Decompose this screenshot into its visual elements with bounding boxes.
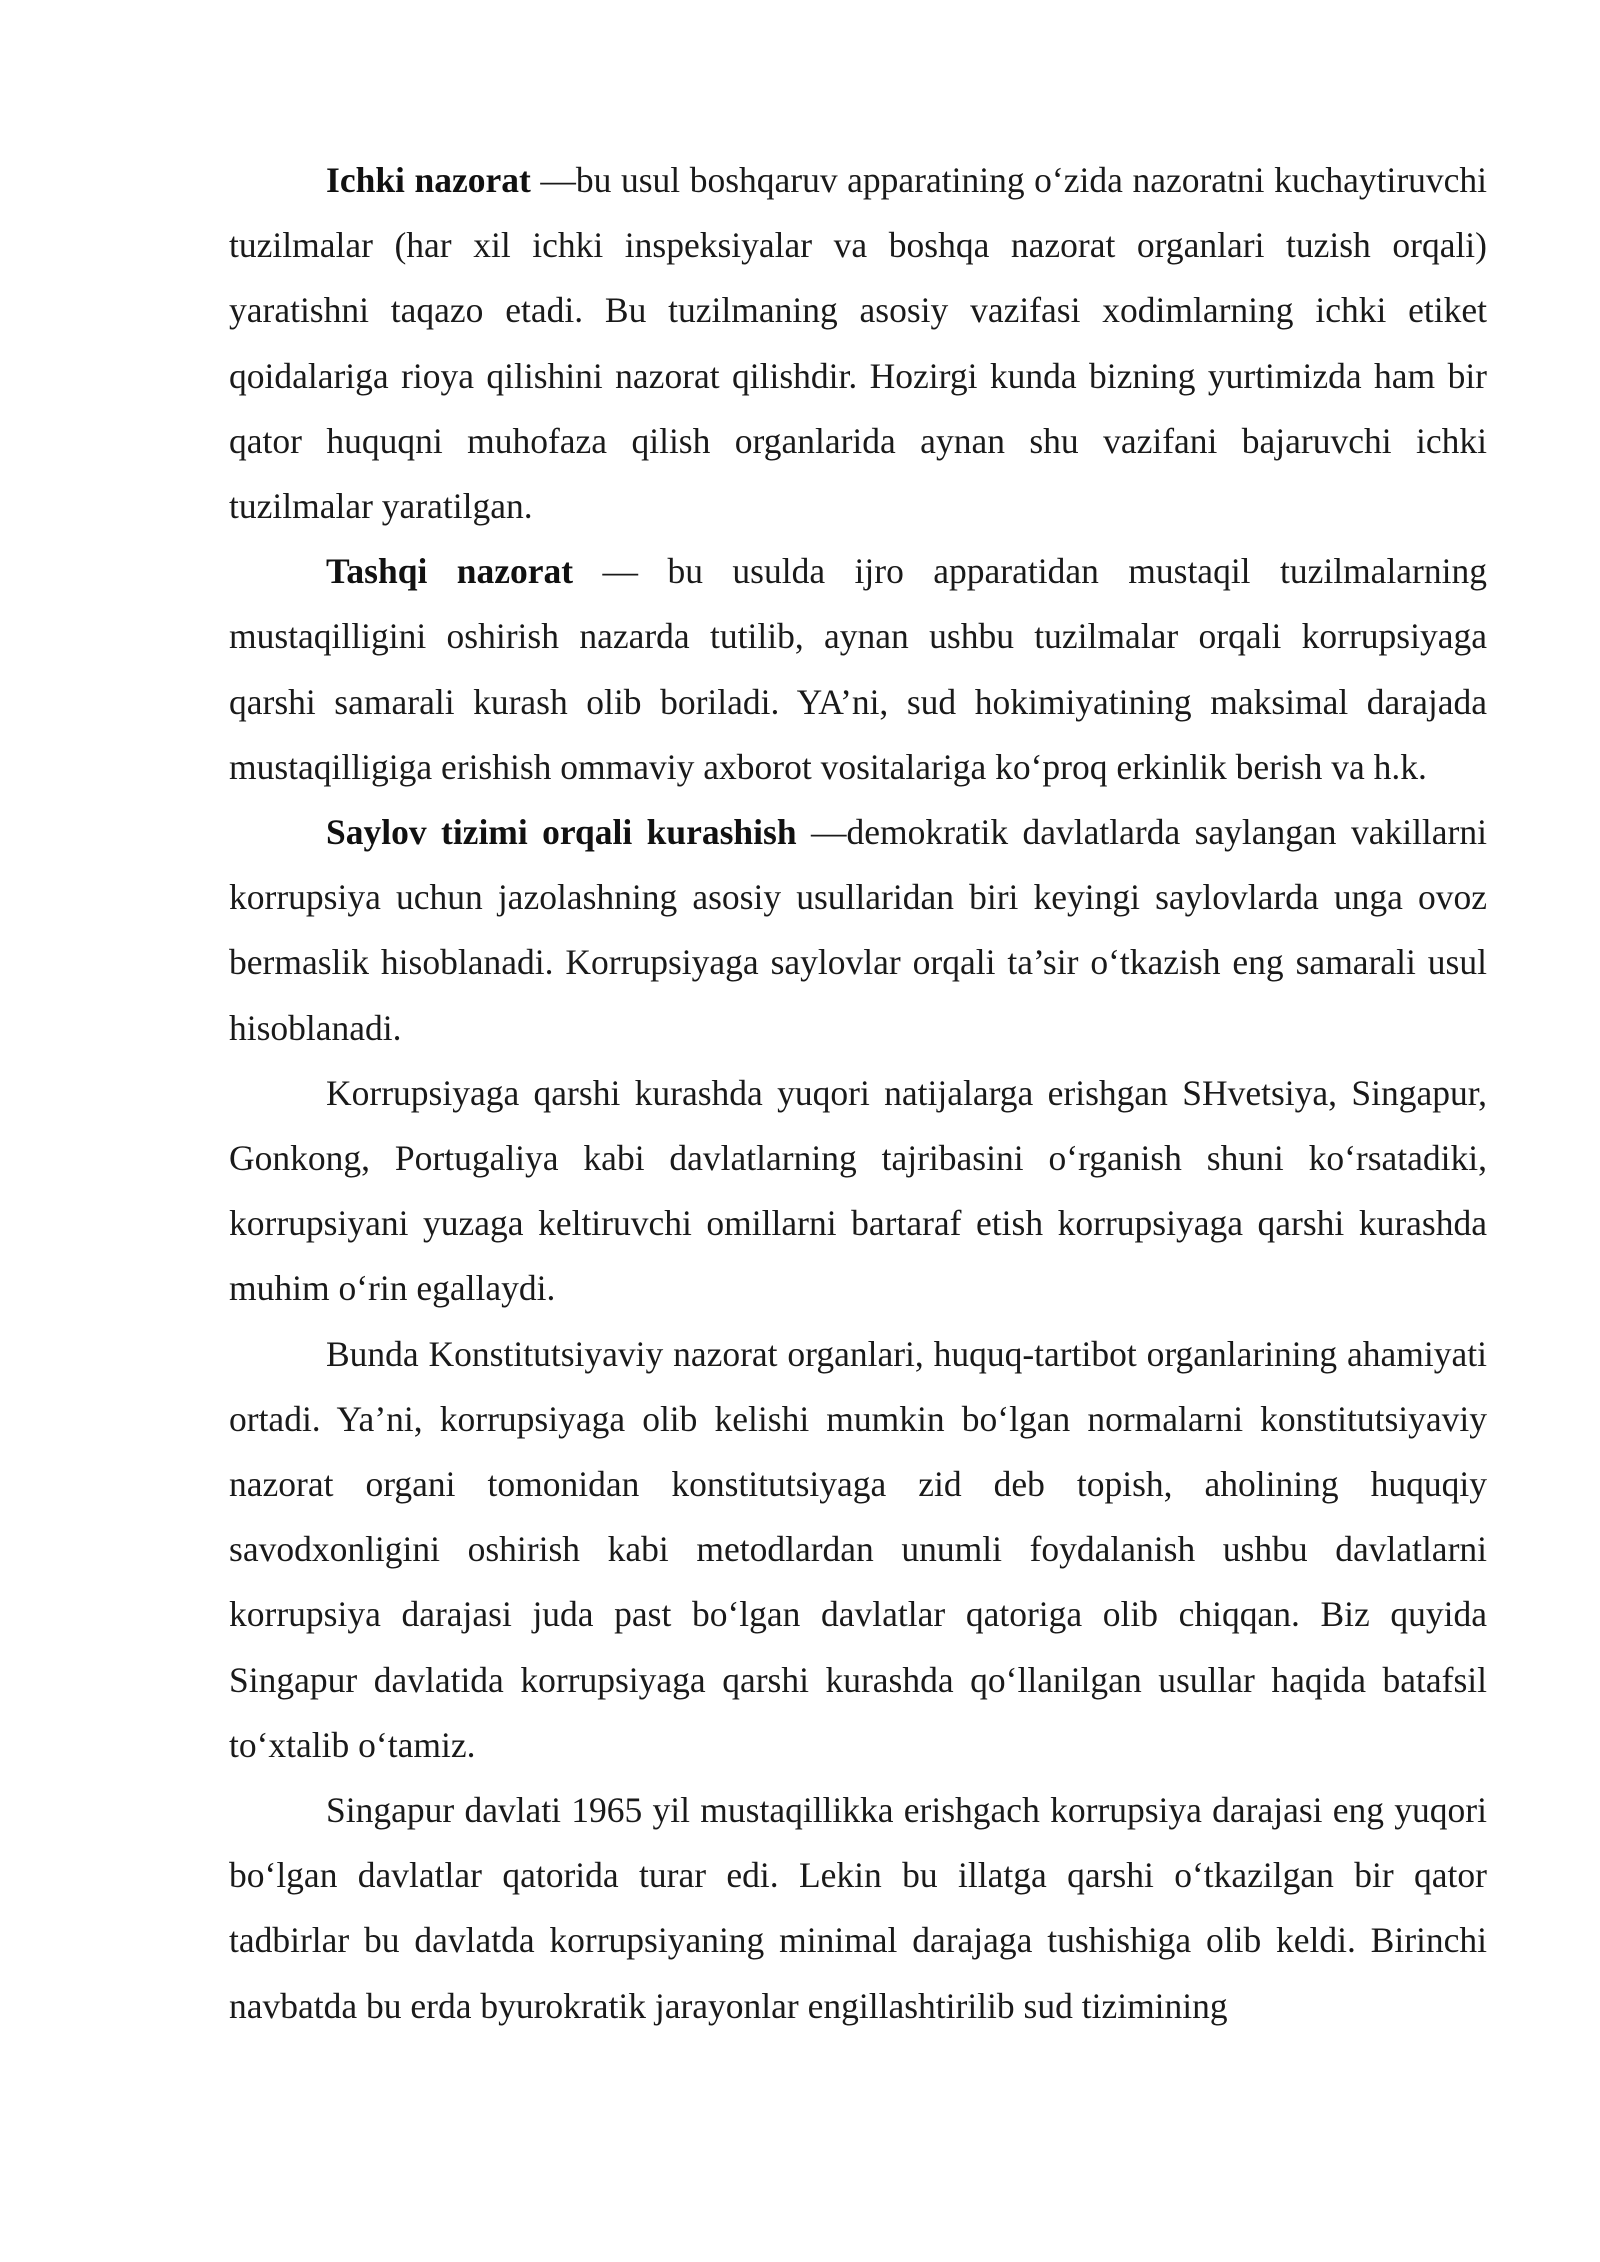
paragraph-text: — bu usulda ijro apparatidan mustaqil tuzilmalarning mustaqilligini oshirish nazarda tutilib, aynan ushbu tuzilmalar orqali korrupsiyaga qarshi samarali kurash olib boriladi. YA’ni, sud hokimiyatining maksimal darajada mustaqilligiga erishish ommaviy axborot vositalariga ko‘proq erkinlik berish va h.k. [229,551,1487,787]
term-tashqi-nazorat: Tashqi nazorat [326,551,574,592]
paragraph-singapur [229,1778,1487,2039]
paragraph-saylov-tizimi [229,800,1487,1061]
paragraph-text: —demokratik davlatlarda saylangan vakillarni korrupsiya uchun jazolashning asosiy usullaridan biri keyingi saylovlarda unga ovoz bermaslik hisoblanadi. Korrupsiyaga saylovlar orqali ta’sir o‘tkazish eng samarali usul hisoblanadi. [229,812,1487,1048]
paragraph-ichki-nazorat [229,148,1487,539]
document-body [229,148,1487,2039]
paragraph-text: Bunda Konstitutsiyaviy nazorat organlari, huquq-tartibot organlarining ahamiyati ortadi. Ya’ni, korrupsiyaga olib kelishi mumkin bo‘lgan normalarni konstitutsiyaviy nazorat organi tomonidan konstitutsiyaga zid deb topish, aholining huquqiy savodxonligini oshirish kabi metodlardan unumli foydalanish ushbu davlatlarni korrupsiya darajasi juda past bo‘lgan davlatlar qatoriga olib chiqqan. Biz quyida Singapur davlatida korrupsiyaga qarshi kurashda qo‘llanilgan usullar haqida batafsil to‘xtalib o‘tamiz. [229,1333,1487,1765]
paragraph-text: Singapur davlati 1965 yil mustaqillikka erishgach korrupsiya darajasi eng yuqori bo‘lgan davlatlar qatorida turar edi. Lekin bu illatga qarshi o‘tkazilgan bir qator tadbirlar bu davlatda korrupsiyaning minimal darajaga tushishiga olib keldi. Birinchi navbatda bu erda byurokratik jarayonlar engillashtirilib sud tizimining [229,1790,1487,2026]
paragraph-foreign-experience [229,1061,1487,1322]
paragraph-constitutional-control [229,1322,1487,1778]
term-saylov-tizimi: Saylov tizimi orqali kurashish [326,812,797,853]
paragraph-tashqi-nazorat [229,539,1487,800]
paragraph-text: —bu usul boshqaruv apparatining o‘zida nazoratni kuchaytiruvchi tuzilmalar (har xil ichki inspeksiyalar va boshqa nazorat organlari tuzish orqali) yaratishni taqazo etadi. Bu tuzilmaning asosiy vazifasi xodimlarning ichki etiket qoidalariga rioya qilishini nazorat qilishdir. Hozirgi kunda bizning yurtimizda ham bir qator huquqni muhofaza qilish organlarida aynan shu vazifani bajaruvchi ichki tuzilmalar yaratilgan. [229,160,1488,527]
paragraph-text: Korrupsiyaga qarshi kurashda yuqori natijalarga erishgan SHvetsiya, Singapur, Gonkong, Portugaliya kabi davlatlarning tajribasini o‘rganish shuni ko‘rsatadiki, korrupsiyani yuzaga keltiruvchi omillarni bartaraf etish korrupsiyaga qarshi kurashda muhim o‘rin egallaydi. [229,1072,1487,1309]
term-ichki-nazorat: Ichki nazorat [326,160,531,200]
